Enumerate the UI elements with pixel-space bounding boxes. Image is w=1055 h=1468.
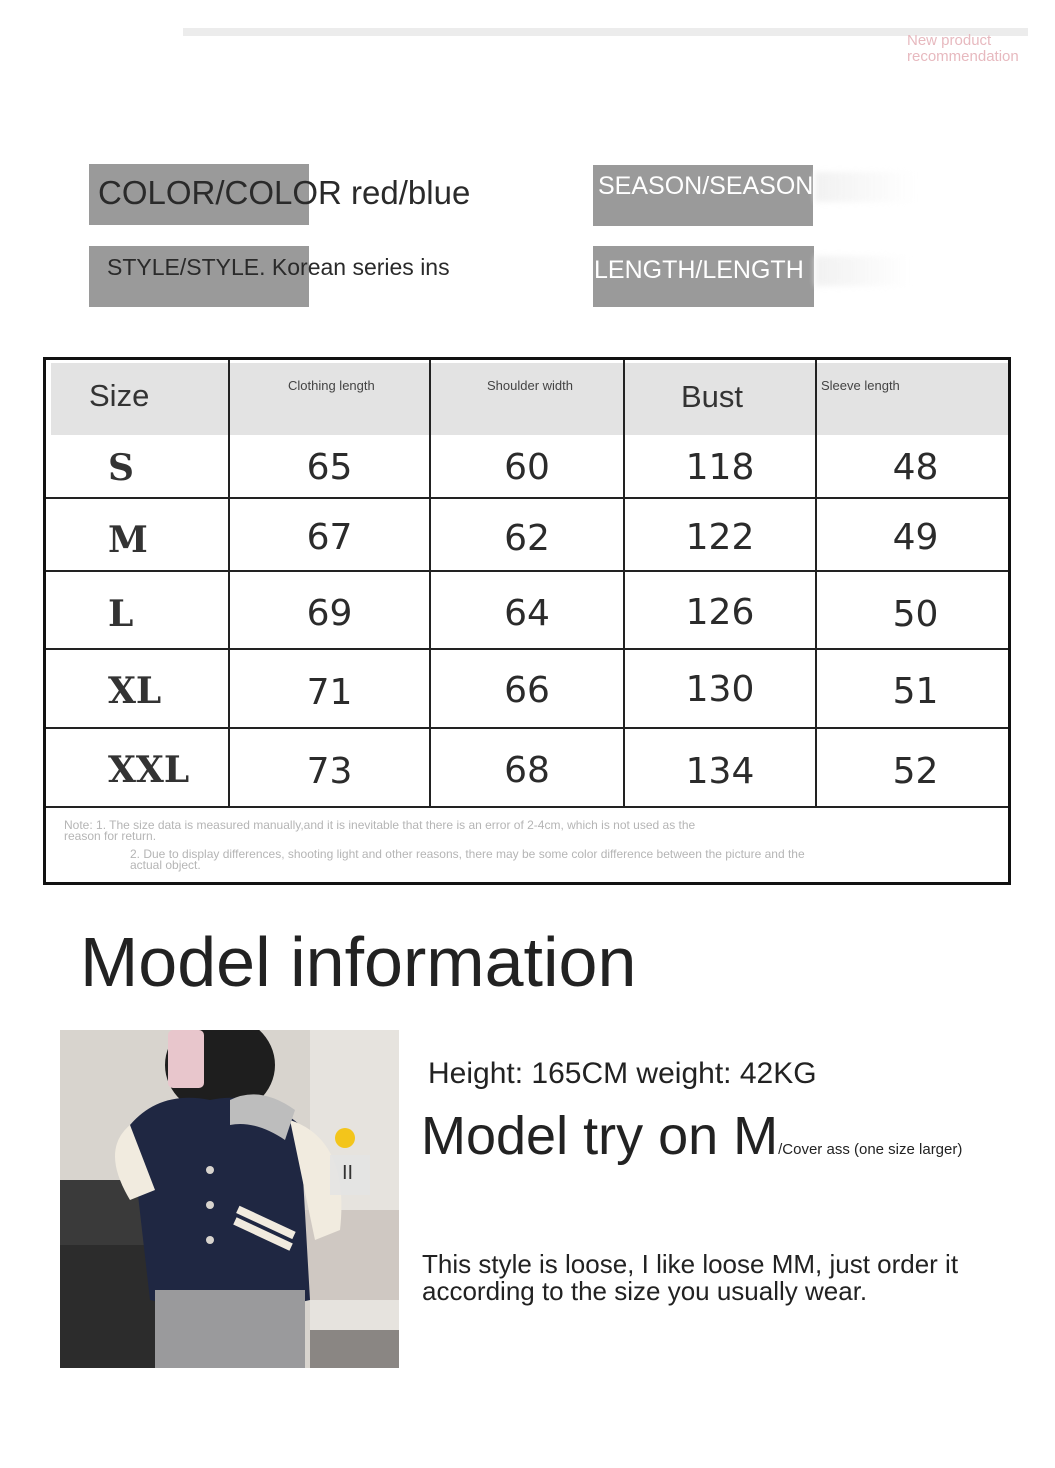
size-label: XXL — [108, 749, 190, 791]
header-clothing-length: Clothing length — [288, 378, 375, 393]
clothing-length-value: 65 — [306, 447, 353, 488]
header-bust: Bust — [681, 379, 744, 414]
length-attribute: LENGTH/LENGTH — [594, 256, 804, 284]
clothing-length-value: 73 — [306, 751, 353, 792]
size-note-1: Note: 1. The size data is measured manually,and it is inevitable that there is an error of 2-4cm, which is not used as the reason for return. — [64, 818, 696, 843]
sleeve-length-value: 52 — [892, 751, 939, 792]
model-height-weight: Height: 165CM weight: 42KG — [428, 1057, 817, 1090]
header-shoulder-width: Shoulder width — [487, 378, 573, 393]
model-try-on-main: Model try on M — [421, 1106, 779, 1166]
model-size-advice: This style is loose, I like loose MM, just order it according to the size you usually wear. — [422, 1249, 959, 1306]
photo-pause-badge: II — [342, 1162, 354, 1184]
bust-value: 134 — [685, 751, 755, 792]
bust-value: 126 — [685, 592, 755, 633]
table-header-row — [51, 363, 1008, 435]
length-value-blurred — [815, 256, 910, 286]
size-chart-table — [43, 357, 1011, 885]
column-divider — [623, 360, 625, 807]
row-divider — [46, 497, 1008, 499]
column-divider — [815, 360, 817, 807]
season-value-blurred — [815, 172, 915, 202]
model-try-on-note: /Cover ass (one size larger) — [778, 1141, 963, 1158]
new-product-recommendation-link[interactable]: New product recommendation — [907, 32, 1019, 65]
size-note-2: 2. Due to display differences, shooting light and other reasons, there may be some color difference between the picture and the actual object. — [130, 847, 805, 872]
row-divider — [46, 570, 1008, 572]
sleeve-length-value: 50 — [892, 594, 939, 635]
clothing-length-value: 69 — [306, 593, 353, 634]
header-size: Size — [89, 378, 150, 413]
sleeve-length-value: 51 — [892, 671, 939, 712]
shoulder-width-value: 68 — [504, 750, 550, 791]
season-attribute: SEASON/SEASON — [598, 172, 814, 200]
row-divider — [46, 727, 1008, 729]
header-sleeve-length: Sleeve length — [821, 378, 900, 393]
top-divider — [183, 28, 1028, 36]
model-photo — [60, 1030, 399, 1368]
column-divider — [228, 360, 230, 807]
bust-value: 118 — [685, 447, 755, 488]
model-try-on-size — [421, 1105, 962, 1167]
size-label: XL — [108, 670, 162, 712]
size-label: S — [108, 447, 134, 489]
column-divider — [429, 360, 431, 807]
sleeve-length-value: 49 — [892, 517, 939, 558]
row-divider — [46, 648, 1008, 650]
shoulder-width-value: 60 — [504, 447, 550, 488]
clothing-length-value: 71 — [306, 672, 353, 713]
model-information-title: Model information — [80, 923, 637, 1001]
row-divider — [46, 806, 1008, 808]
sleeve-length-value: 48 — [892, 447, 939, 488]
size-label: M — [108, 519, 148, 561]
clothing-length-value: 67 — [306, 517, 353, 558]
model-photo-illustration — [60, 1030, 399, 1368]
bust-value: 130 — [685, 669, 755, 710]
shoulder-width-value: 66 — [504, 670, 550, 711]
color-attribute: COLOR/COLOR red/blue — [98, 174, 471, 211]
style-attribute: STYLE/STYLE. Korean series ins — [107, 254, 450, 280]
shoulder-width-value: 64 — [504, 593, 550, 634]
shoulder-width-value: 62 — [504, 518, 550, 559]
size-label: L — [108, 593, 134, 635]
bust-value: 122 — [685, 517, 755, 558]
